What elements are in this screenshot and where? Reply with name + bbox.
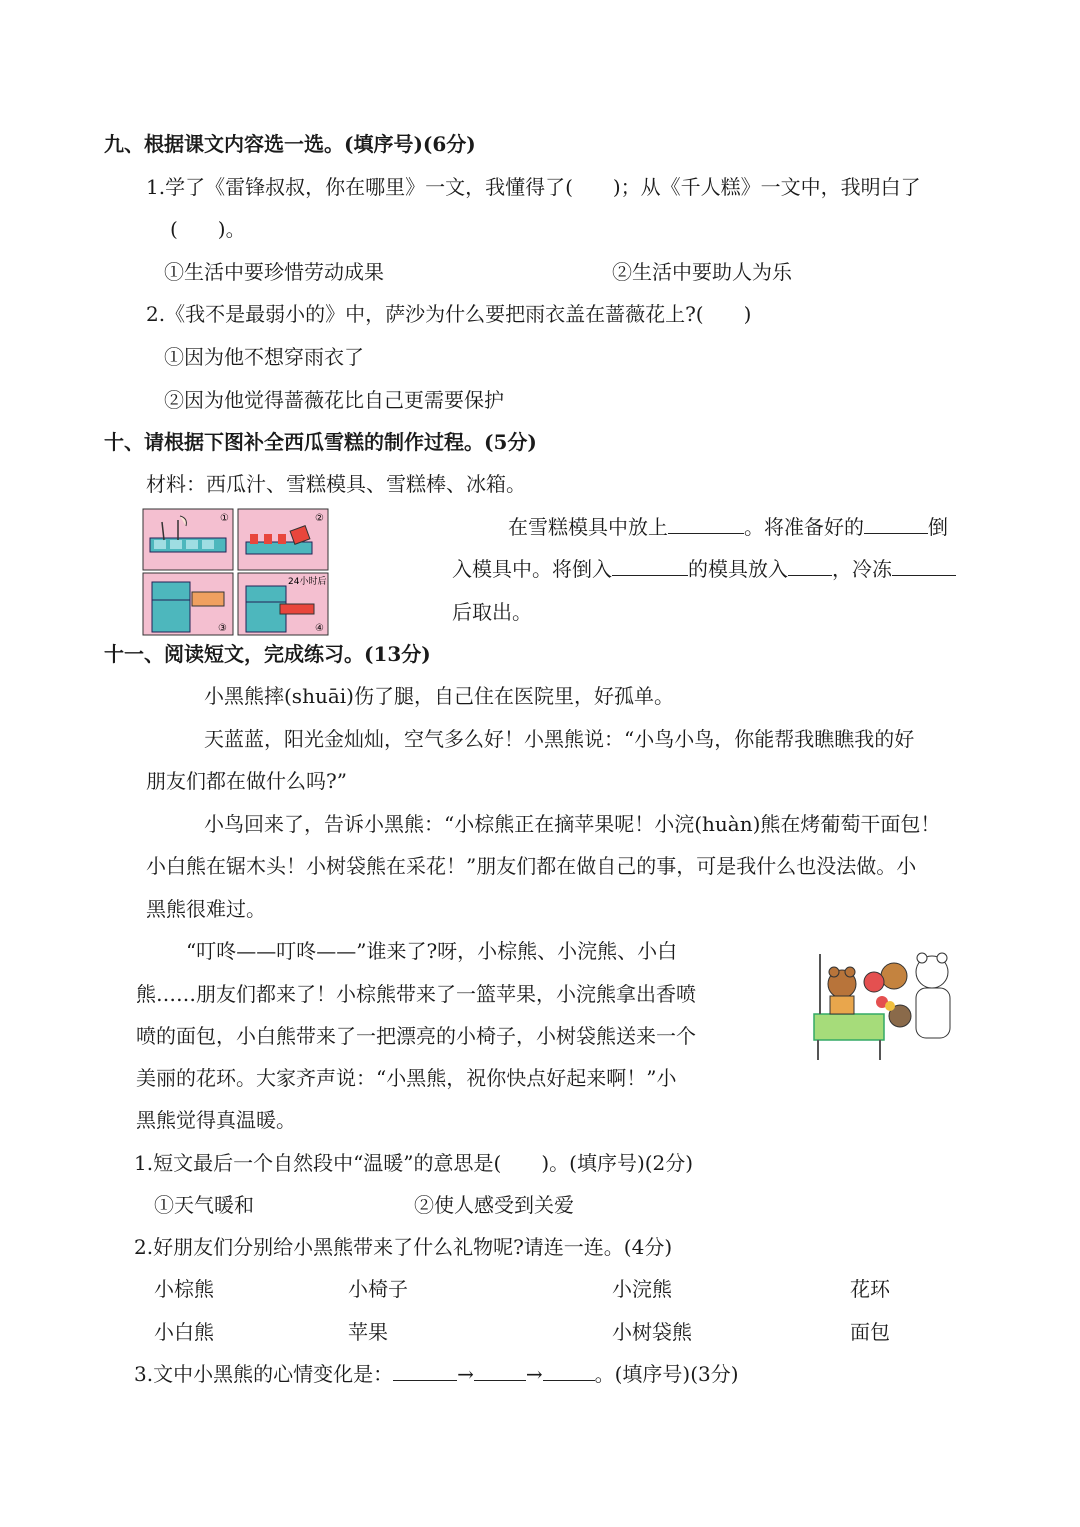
q10-materials: 材料：西瓜汁、雪糕模具、雪糕棒、冰箱。 (146, 472, 526, 496)
arrow-icon: → (457, 1362, 474, 1386)
q11-paragraph-3-line1: 小鸟回来了，告诉小黑熊：“小棕熊正在摘苹果呢！小浣(huàn)熊在烤葡萄干面包！ (204, 812, 941, 836)
mood-blank-1[interactable] (393, 1362, 457, 1381)
q11-sub3-suffix: 。(填序号)(3分) (594, 1362, 739, 1386)
q11-sub1-option-1: ①天气暖和 (154, 1193, 254, 1217)
q10-text-b: 。将准备好的 (744, 515, 864, 539)
match-item[interactable]: 小树袋熊 (612, 1320, 692, 1344)
q10-blank-1[interactable] (668, 515, 744, 534)
q11-sub3 (134, 1360, 739, 1388)
q10-text-a: 在雪糕模具中放上 (508, 515, 668, 539)
match-item[interactable]: 小白熊 (154, 1320, 214, 1344)
match-item[interactable]: 花环 (850, 1277, 890, 1301)
q10-blank-3[interactable] (612, 557, 688, 576)
q11-paragraph-3-line3: 黑熊很难过。 (146, 897, 266, 921)
q10-fill-line3: 后取出。 (452, 600, 532, 624)
match-item[interactable]: 小棕熊 (154, 1277, 214, 1301)
q10-blank-4[interactable] (788, 557, 832, 576)
panel-2-number: ② (315, 513, 324, 524)
panel-4-number: ④ (315, 623, 324, 634)
q9-item1-line2: ( )。 (170, 217, 246, 241)
q11-sub3-prompt: 3.文中小黑熊的心情变化是： (134, 1362, 394, 1386)
q11-sub1-option-2: ②使人感受到关爱 (414, 1193, 574, 1217)
q10-text-e: 的模具放入 (688, 557, 788, 581)
q11-paragraph-2-line2: 朋友们都在做什么吗?” (146, 769, 347, 793)
mood-blank-2[interactable] (474, 1362, 526, 1381)
bears-visiting-illustration (804, 944, 960, 1064)
q10-fill-line1 (508, 513, 948, 541)
q9-option-1: ①生活中要珍惜劳动成果 (164, 260, 384, 284)
q11-sub2: 2.好朋友们分别给小黑熊带来了什么礼物呢?请连一连。(4分) (134, 1235, 673, 1259)
q10-text-c: 倒 (928, 515, 948, 539)
q11-paragraph-4-line2: 熊……朋友们都来了！小棕熊带来了一篮苹果，小浣熊拿出香喷 (136, 982, 696, 1006)
q9-item1-line1: 1.学了《雷锋叔叔，你在哪里》一文，我懂得了( )；从《千人糕》一文中，我明白了 (146, 175, 921, 199)
q10-fill-line2 (452, 555, 956, 583)
q11-paragraph-4-line5: 黑熊觉得真温暖。 (136, 1108, 296, 1132)
q11-paragraph-4-line4: 美丽的花环。大家齐声说：“小黑熊，祝你快点好起来啊！”小 (136, 1066, 677, 1090)
q9-item2-option-1: ①因为他不想穿雨衣了 (164, 345, 364, 369)
q10-title: 十、请根据下图补全西瓜雪糕的制作过程。(5分) (104, 430, 537, 454)
q11-paragraph-4-line1: “叮咚——叮咚——”谁来了?呀，小棕熊、小浣熊、小白 (186, 939, 678, 963)
q10-text-f: ，冷冻 (832, 557, 892, 581)
q9-item2: 2.《我不是最弱小的》中，萨沙为什么要把雨衣盖在蔷薇花上?( ) (146, 302, 752, 326)
q10-blank-2[interactable] (864, 515, 928, 534)
q11-sub1: 1.短文最后一个自然段中“温暖”的意思是( )。(填序号)(2分) (134, 1151, 694, 1175)
q9-item2-option-2: ②因为他觉得蔷薇花比自己更需要保护 (164, 388, 504, 412)
panel-3-number: ③ (218, 623, 227, 634)
match-item[interactable]: 苹果 (348, 1320, 388, 1344)
q10-text-d: 入模具中。将倒入 (452, 557, 612, 581)
q10-blank-5[interactable] (892, 557, 956, 576)
q11-paragraph-1: 小黑熊摔(shuāi)伤了腿，自己住在医院里，好孤单。 (204, 684, 674, 708)
panel-4-caption: 24小时后 (288, 577, 327, 587)
q11-paragraph-4-line3: 喷的面包，小白熊带来了一把漂亮的小椅子，小树袋熊送来一个 (136, 1024, 696, 1048)
match-item[interactable]: 面包 (850, 1320, 890, 1344)
q9-option-2: ②生活中要助人为乐 (612, 260, 792, 284)
match-item[interactable]: 小浣熊 (612, 1277, 672, 1301)
mood-blank-3[interactable] (543, 1362, 595, 1381)
q11-title: 十一、阅读短文，完成练习。(13分) (104, 642, 431, 666)
arrow-icon: → (525, 1362, 543, 1386)
match-item[interactable]: 小椅子 (348, 1277, 408, 1301)
q9-title: 九、根据课文内容选一选。(填序号)(6分) (104, 132, 476, 156)
panel-1-number: ① (220, 513, 229, 524)
q11-paragraph-2-line1: 天蓝蓝，阳光金灿灿，空气多么好！小黑熊说：“小鸟小鸟，你能帮我瞧瞧我的好 (204, 727, 915, 751)
q11-paragraph-3-line2: 小白熊在锯木头！小树袋熊在采花！”朋友们都在做自己的事，可是我什么也没法做。小 (146, 854, 917, 878)
popsicle-process-illustration (142, 508, 330, 636)
